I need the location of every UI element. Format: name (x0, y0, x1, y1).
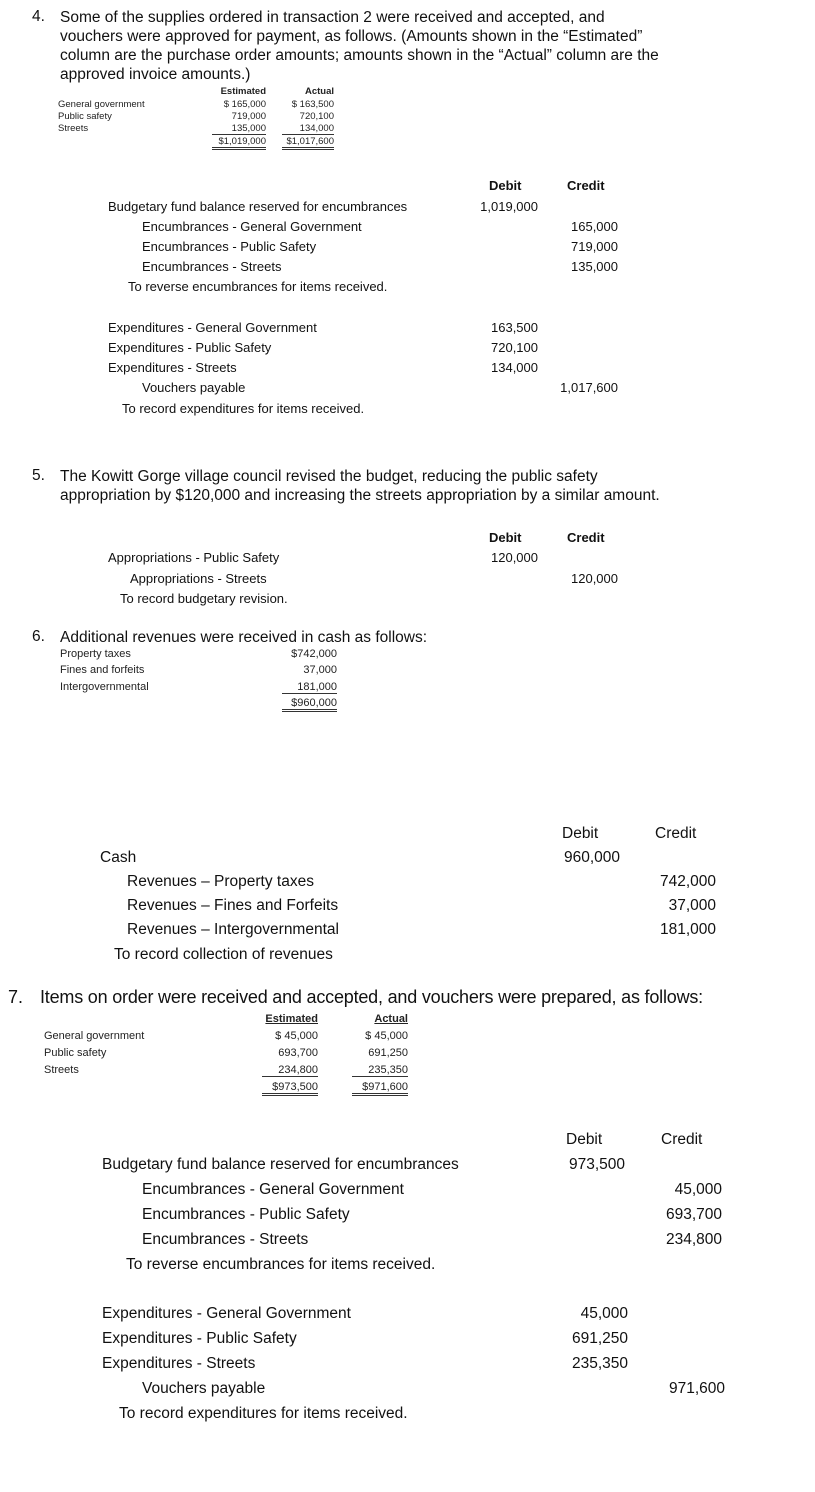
actual-total: $971,600 (352, 1081, 408, 1096)
row-label: Streets (44, 1064, 79, 1076)
estimated-total: $1,019,000 (212, 136, 266, 150)
credit-header: Credit (567, 530, 605, 545)
question-number: 5. (32, 467, 45, 484)
estimated-value: 135,000 (212, 123, 266, 135)
question-text: Additional revenues were received in cash as follows: (60, 629, 428, 646)
credit-header: Credit (567, 178, 605, 193)
debit-header: Debit (566, 1131, 603, 1148)
row-label: Public safety (58, 111, 112, 122)
question-number: 7. (8, 987, 24, 1007)
account-name: Expenditures - Public Safety (102, 1330, 297, 1347)
entry-memo: To record expenditures for items received. (119, 1405, 408, 1422)
actual-value: $ 163,500 (291, 99, 334, 110)
debit-amount: 720,100 (491, 340, 538, 355)
row-label: Intergovernmental (60, 681, 149, 693)
actual-value: 720,100 (299, 111, 334, 122)
account-name: Expenditures - Streets (108, 360, 237, 375)
debit-header: Debit (489, 530, 522, 545)
account-name: Encumbrances - General Government (142, 219, 362, 234)
account-name: Expenditures - General Government (108, 320, 317, 335)
estimated-value: $ 165,000 (223, 99, 266, 110)
debit-amount: 45,000 (580, 1305, 628, 1322)
credit-amount: 120,000 (571, 571, 618, 586)
account-name: Budgetary fund balance reserved for encumbrances (108, 199, 408, 214)
actual-value: 134,000 (282, 123, 334, 135)
debit-amount: 960,000 (563, 849, 620, 866)
estimated-value: 719,000 (231, 111, 266, 122)
debit-header: Debit (562, 825, 599, 842)
actual-value: $ 45,000 (365, 1030, 408, 1042)
row-label: Streets (58, 123, 89, 134)
account-name: Appropriations - Public Safety (108, 550, 280, 565)
credit-amount: 742,000 (659, 873, 716, 890)
account-name: Encumbrances - Public Safety (142, 1206, 350, 1223)
credit-header: Credit (655, 825, 697, 842)
amount-value: 37,000 (303, 664, 337, 676)
amount-value: $742,000 (291, 648, 337, 660)
account-name: Encumbrances - Public Safety (142, 239, 317, 254)
estimated-value: 234,800 (262, 1064, 318, 1077)
debit-amount: 691,250 (571, 1330, 628, 1347)
debit-amount: 235,350 (571, 1355, 628, 1372)
question-number: 4. (32, 8, 45, 25)
account-name: Expenditures - Streets (102, 1355, 256, 1372)
credit-amount: 234,800 (665, 1231, 722, 1248)
debit-amount: 1,019,000 (480, 199, 538, 214)
row-label: General government (58, 99, 145, 110)
column-header-actual: Actual (374, 1013, 408, 1025)
credit-amount: 45,000 (674, 1181, 722, 1198)
account-name: Revenues – Fines and Forfeits (127, 897, 339, 914)
entry-memo: To record collection of revenues (114, 946, 333, 963)
credit-amount: 693,700 (665, 1206, 722, 1223)
account-name: Encumbrances - Streets (142, 1231, 309, 1248)
account-name: Encumbrances - Streets (142, 259, 282, 274)
account-name: Encumbrances - General Government (142, 1181, 404, 1198)
question-text-line: vouchers were approved for payment, as follows. (Amounts shown in the “Estimated” (60, 28, 643, 45)
question-text-line: Some of the supplies ordered in transaction 2 were received and accepted, and (60, 9, 605, 26)
column-header-estimated: Estimated (265, 1013, 318, 1025)
estimated-value: 693,700 (278, 1047, 318, 1059)
actual-value: 235,350 (352, 1064, 408, 1077)
row-label: Property taxes (60, 648, 131, 660)
debit-header: Debit (489, 178, 522, 193)
debit-amount: 973,500 (568, 1156, 625, 1173)
credit-amount: 1,017,600 (560, 380, 618, 395)
question-text-line: The Kowitt Gorge village council revised the budget, reducing the public safety (60, 468, 598, 485)
entry-memo: To record budgetary revision. (120, 591, 288, 606)
account-name: Budgetary fund balance reserved for encumbrances (102, 1156, 459, 1173)
account-name: Appropriations - Streets (130, 571, 267, 586)
credit-header: Credit (661, 1131, 703, 1148)
estimated-value: $ 45,000 (275, 1030, 318, 1042)
amount-value: 181,000 (282, 681, 337, 694)
actual-total: $1,017,600 (282, 136, 334, 150)
amount-total: $960,000 (282, 697, 337, 712)
debit-amount: 163,500 (491, 320, 538, 335)
column-header-actual: Actual (304, 86, 334, 97)
credit-amount: 37,000 (668, 897, 716, 914)
account-name: Expenditures - Public Safety (108, 340, 272, 355)
credit-amount: 165,000 (571, 219, 618, 234)
account-name: Revenues – Intergovernmental (127, 921, 339, 938)
account-name: Cash (100, 849, 137, 866)
entry-memo: To record expenditures for items received. (122, 401, 365, 416)
question-text: Items on order were received and accepted, and vouchers were prepared, as follows: (40, 987, 703, 1007)
debit-amount: 134,000 (491, 360, 538, 375)
account-name: Vouchers payable (142, 1380, 266, 1397)
question-number: 6. (32, 628, 45, 645)
account-name: Expenditures - General Government (102, 1305, 351, 1322)
question-text-line: appropriation by $120,000 and increasing the streets appropriation by a similar amount. (60, 487, 660, 504)
debit-amount: 120,000 (491, 550, 538, 565)
credit-amount: 719,000 (571, 239, 618, 254)
entry-memo: To reverse encumbrances for items received. (128, 279, 388, 294)
row-label: Fines and forfeits (60, 664, 145, 676)
account-name: Revenues – Property taxes (127, 873, 314, 890)
question-text-line: approved invoice amounts.) (60, 66, 251, 83)
actual-value: 691,250 (368, 1047, 408, 1059)
entry-memo: To reverse encumbrances for items received. (126, 1256, 436, 1273)
row-label: Public safety (44, 1047, 107, 1059)
account-name: Vouchers payable (142, 380, 246, 395)
question-text-line: column are the purchase order amounts; amounts shown in the “Actual” column are the (60, 47, 659, 64)
column-header-estimated: Estimated (220, 86, 266, 97)
credit-amount: 181,000 (659, 921, 716, 938)
row-label: General government (44, 1030, 145, 1042)
credit-amount: 135,000 (571, 259, 618, 274)
estimated-total: $973,500 (262, 1081, 318, 1096)
credit-amount: 971,600 (668, 1380, 725, 1397)
